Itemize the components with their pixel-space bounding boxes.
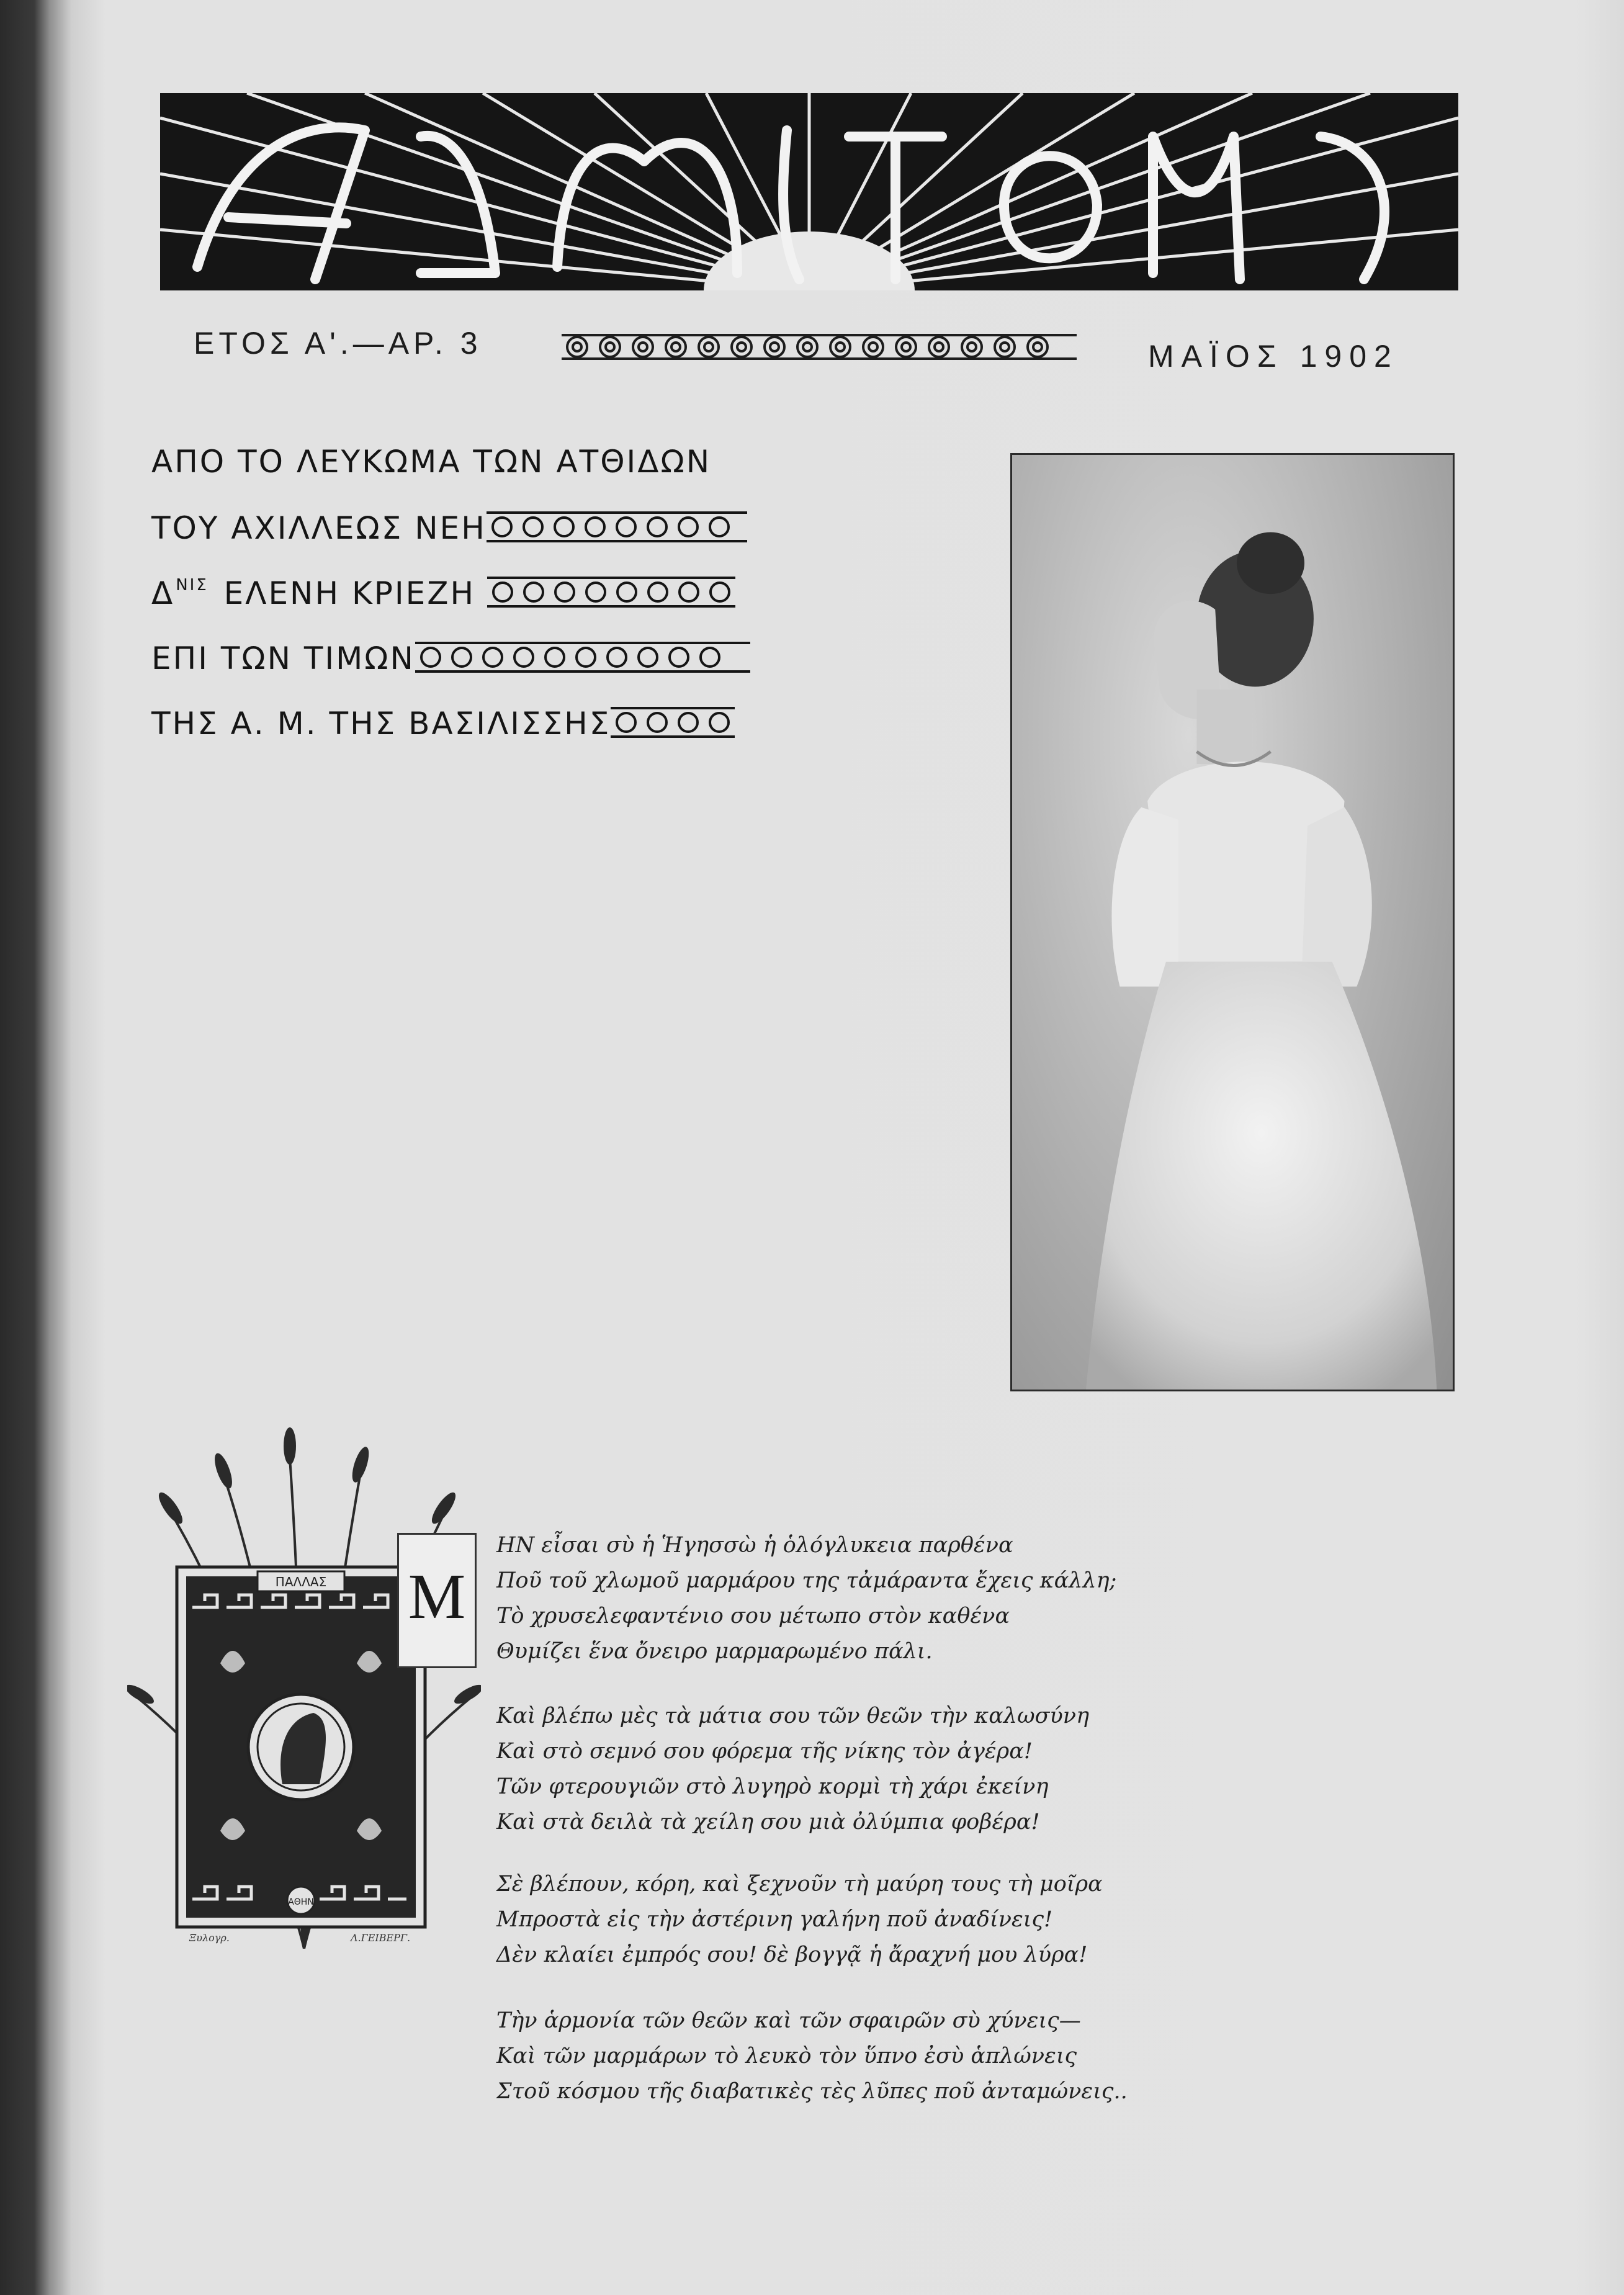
spiral-ornament-icon bbox=[487, 574, 735, 610]
poem-line: Καὶ στὸ σεμνό σου φόρεμα τῆς νίκης τὸν ἀγέρα! bbox=[496, 1739, 1033, 1764]
portrait-photograph bbox=[1010, 453, 1455, 1391]
poem-line: Τὴν ἁρμονία τῶν θεῶν καὶ τῶν σφαιρῶν σὺ χύνεις— bbox=[496, 2008, 1081, 2033]
poem-line: Δὲν κλαίει ἐμπρός σου! δὲ βογγᾷ ἡ ἄραχνή μου λύρα! bbox=[496, 1942, 1088, 1967]
spiral-ornament-icon bbox=[415, 639, 750, 675]
masthead bbox=[160, 93, 1458, 290]
wave-meander-ornament-icon bbox=[562, 328, 1077, 369]
caption-line-1: ΑΠΟ ΤΟ ΛΕΥΚΩΜΑ ΤΩΝ ΑΤΘΙΔΩΝ bbox=[151, 444, 712, 480]
spiral-ornament-icon bbox=[487, 509, 747, 545]
medallion-label: ΑΘΗΝ bbox=[288, 1897, 314, 1907]
caption-line-2: ΤΟΥ ΑΧΙΛΛΕΩΣ ΝΕΗ bbox=[151, 509, 747, 546]
issue-date: ΜΑΪΟΣ 1902 bbox=[1148, 339, 1399, 374]
poem-line: Σὲ βλέπουν, κόρη, καὶ ξεχνοῦν τὴ μαύρη τους τὴ μοῖρα bbox=[496, 1872, 1103, 1897]
poem-line: Στοῦ κόσμου τῆς διαβατικὲς τὲς λῦπες ποῦ ἀνταμώνεις.. bbox=[496, 2079, 1128, 2104]
issue-number: ΕΤΟΣ Α'.—ΑΡ. 3 bbox=[194, 326, 482, 361]
poem-line: Τῶν φτερουγιῶν στὸ λυγηρὸ κορμὶ τὴ χάρι ἐκείνη bbox=[496, 1774, 1049, 1799]
engraver-signature: Ξυλογρ. bbox=[189, 1932, 230, 1944]
poem-line: Τὸ χρυσελεφαντένιο σου μέτωπο στὸν καθένα bbox=[496, 1604, 1010, 1628]
spiral-ornament-icon bbox=[611, 704, 735, 740]
poem-line: Θυμίζει ἕνα ὄνειρο μαρμαρωμένο πάλι. bbox=[496, 1639, 933, 1664]
pallas-plaque-ornament bbox=[127, 1427, 481, 1949]
poem-line: Καὶ τῶν μαρμάρων τὸ λευκὸ τὸν ὕπνο ἐσὺ ἁπλώνεις bbox=[496, 2044, 1077, 2068]
masthead-sunrise-icon bbox=[160, 93, 1458, 290]
woman-portrait-icon bbox=[1012, 455, 1453, 1390]
caption-line-4: ΕΠΙ ΤΩΝ ΤΙΜΩΝ bbox=[151, 639, 750, 676]
wheat-and-medallion-icon bbox=[127, 1427, 481, 1949]
plaque-label: ΠΑΛΛΑΣ bbox=[275, 1574, 327, 1589]
poem-line: Καὶ βλέπω μὲς τὰ μάτια σου τῶν θεῶν τὴν καλωσύνη bbox=[496, 1704, 1090, 1728]
poem-stanza-4 bbox=[496, 2003, 1148, 2109]
artist-signature: Λ.ΓΕΙΒΕΡΓ. bbox=[351, 1932, 411, 1944]
drop-cap-initial: Μ bbox=[397, 1533, 477, 1668]
caption-line-5: ΤΗΣ Α. Μ. ΤΗΣ ΒΑΣΙΛΙΣΣΗΣ bbox=[151, 704, 735, 742]
poem-line: Καὶ στὰ δειλὰ τὰ χείλη σου μιὰ ὀλύμπια φοβέρα! bbox=[496, 1810, 1040, 1835]
caption-line-3: $\Delta^{NI\Sigma}$ ΕΛΕΝΗ ΚΡΙΕΖΗ bbox=[151, 574, 735, 611]
poem-line: Μπροστὰ εἰς τὴν ἀστέρινη γαλήνη ποῦ ἀναδίνεις! bbox=[496, 1907, 1053, 1932]
poem-line: Ποῦ τοῦ χλωμοῦ μαρμάρου της τἀμάραντα ἔχεις κάλλη; bbox=[496, 1568, 1117, 1593]
poem-stanza-2 bbox=[496, 1699, 1148, 1840]
poem-stanza-3 bbox=[496, 1867, 1148, 1973]
poem-line: ΗΝ εἶσαι σὺ ἡ Ἡγησσὼ ἡ ὁλόγλυκεια παρθένα bbox=[496, 1533, 1013, 1558]
poem-stanza-1 bbox=[496, 1528, 1148, 1669]
